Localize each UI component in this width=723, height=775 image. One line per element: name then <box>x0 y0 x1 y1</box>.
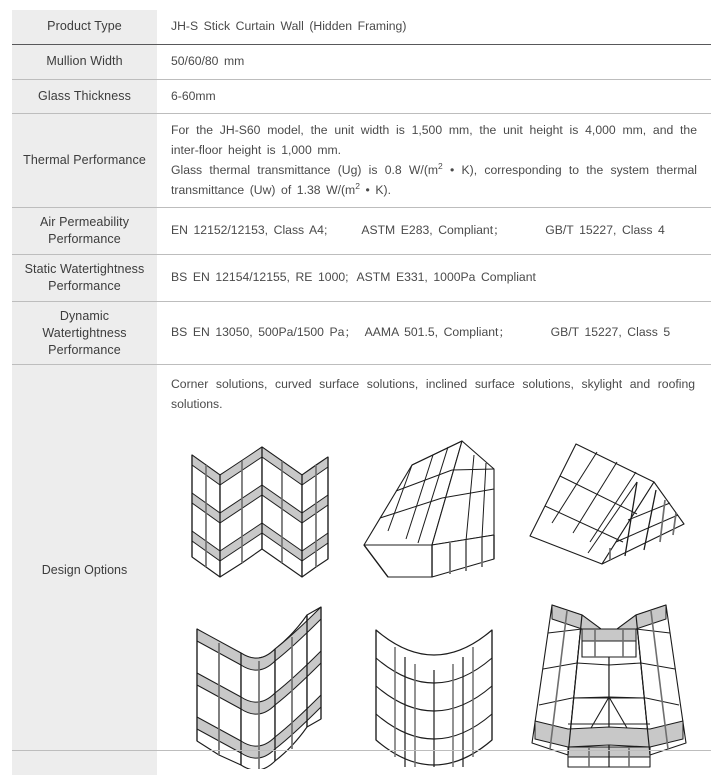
row-value-design-options <box>157 365 711 775</box>
figure-tapered-inclined-facade <box>524 597 694 772</box>
row-value-dynamic-watertightness <box>157 301 711 365</box>
row-label-design-options: Design Options <box>12 365 157 775</box>
row-label-static-watertightness <box>12 255 157 302</box>
figure-a-frame-skylight-roof <box>524 432 694 582</box>
thermal-line-2c: • K). <box>359 182 391 197</box>
row-value-mullion-width: 50/60/80 mm <box>157 44 711 79</box>
standard-astm: ASTM E331, 1000Pa Compliant <box>356 270 536 285</box>
figure-curved-corner-facade <box>189 599 329 769</box>
label-line: Static Watertightness <box>24 262 145 277</box>
thermal-line-2b: • K), corresponding to the system thermal transmittance (Uw) of 1.38 W/(m <box>171 162 697 197</box>
table-bottom-rule <box>12 750 711 751</box>
label-line: Watertightness <box>42 325 127 340</box>
standard-gbt: GB/T 15227, Class 4 <box>545 223 665 238</box>
row-value-thermal-performance <box>157 114 711 208</box>
row-label-thermal-performance: Thermal Performance <box>12 114 157 208</box>
row-value-glass-thickness: 6-60mm <box>157 79 711 114</box>
thermal-line-1: For the JH-S60 model, the unit width is 1,500 mm, the unit height is 4,000 mm, and the inter-floor height is 1,000 mm. <box>171 123 697 158</box>
table-row <box>12 44 711 79</box>
table-row-design-options <box>12 365 711 775</box>
label-line: Performance <box>48 232 121 247</box>
specification-table <box>12 10 711 775</box>
label-line: Dynamic <box>59 308 110 323</box>
standard-aama: AAMA 501.5, Compliant； <box>364 325 511 340</box>
table-row <box>12 10 711 44</box>
design-options-intro: Corner solutions, curved surface solutions, inclined surface solutions, skylight and roofing solutions. <box>171 377 695 412</box>
row-label-mullion-width: Mullion Width <box>12 44 157 79</box>
label-line: Performance <box>48 278 121 293</box>
standard-bsen: BS EN 12154/12155, RE 1000; <box>171 270 349 285</box>
row-value-static-watertightness <box>157 255 711 302</box>
superscript-square: 2 <box>438 160 443 171</box>
label-line: Performance <box>48 342 121 357</box>
table-row <box>12 114 711 208</box>
standard-bsen: BS EN 13050, 500Pa/1500 Pa； <box>171 325 357 340</box>
figure-curved-surface-wall <box>364 602 504 767</box>
standard-gbt: GB/T 15227, Class 5 <box>550 325 671 340</box>
standard-astm: ASTM E283, Compliant； <box>361 223 506 238</box>
figure-inclined-surface-facade <box>354 427 514 587</box>
label-line: Air Permeability <box>39 215 130 230</box>
figure-zigzag-corner-facade <box>184 427 334 587</box>
table-row <box>12 301 711 365</box>
row-label-product-type: Product Type <box>12 10 157 44</box>
table-row <box>12 208 711 255</box>
table-row <box>12 255 711 302</box>
row-label-dynamic-watertightness <box>12 301 157 365</box>
thermal-line-2a: Glass thermal transmittance (Ug) is 0.8 W/(m <box>171 162 439 177</box>
row-label-air-permeability <box>12 208 157 255</box>
row-value-product-type: JH-S Stick Curtain Wall (Hidden Framing) <box>157 10 711 44</box>
standard-en: EN 12152/12153, Class A4; <box>171 223 328 238</box>
row-value-air-permeability <box>157 208 711 255</box>
table-row <box>12 79 711 114</box>
design-figure-grid <box>171 421 697 775</box>
row-label-glass-thickness: Glass Thickness <box>12 79 157 114</box>
superscript-square: 2 <box>355 180 360 191</box>
